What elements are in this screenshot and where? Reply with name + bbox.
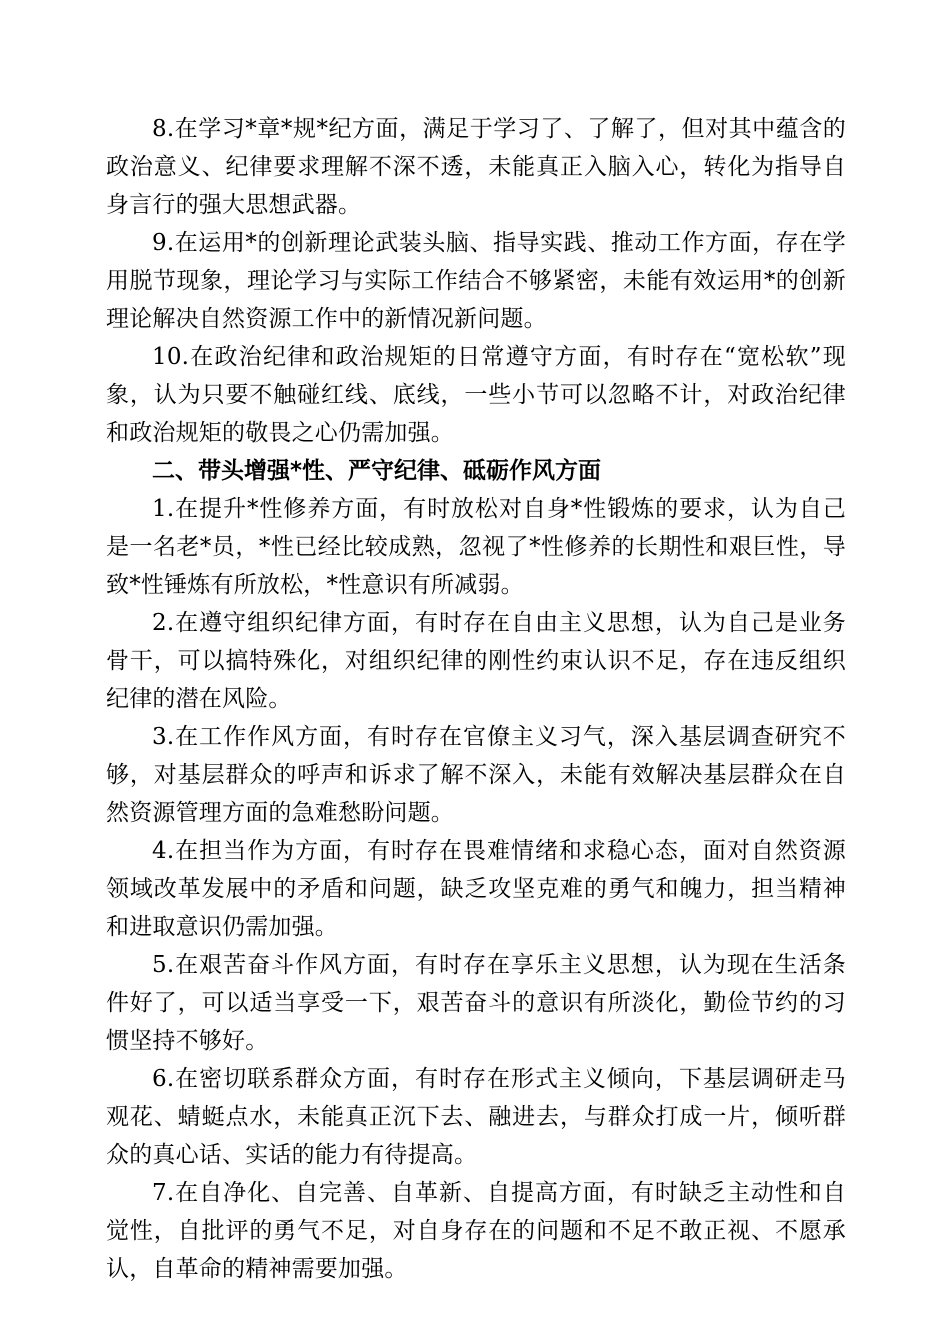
paragraph-item-7: 7.在自净化、自完善、自革新、自提高方面，有时缺乏主动性和自觉性，自批评的勇气不足，对自身存在的问题和不足不敢正视、不愿承认，自革命的精神需要加强。 bbox=[106, 1180, 846, 1282]
paragraph-item-5: 5.在艰苦奋斗作风方面，有时存在享乐主义思想，认为现在生活条件好了，可以适当享受一下，艰苦奋斗的意识有所淡化，勤俭节约的习惯坚持不够好。 bbox=[106, 952, 846, 1054]
paragraph-item-6: 6.在密切联系群众方面，有时存在形式主义倾向，下基层调研走马观花、蜻蜓点水，未能真正沉下去、融进去，与群众打成一片，倾听群众的真心话、实话的能力有待提高。 bbox=[106, 1066, 846, 1168]
paragraph-item-2: 2.在遵守组织纪律方面，有时存在自由主义思想，认为自己是业务骨干，可以搞特殊化，对组织纪律的刚性约束认识不足，存在违反组织纪律的潜在风险。 bbox=[106, 610, 846, 712]
paragraph-item-1: 1.在提升*性修养方面，有时放松对自身*性锻炼的要求，认为自己是一名老*员，*性已经比较成熟，忽视了*性修养的长期性和艰巨性，导致*性锤炼有所放松，*性意识有所减弱。 bbox=[106, 496, 846, 598]
paragraph-item-4: 4.在担当作为方面，有时存在畏难情绪和求稳心态，面对自然资源领域改革发展中的矛盾和问题，缺乏攻坚克难的勇气和魄力，担当精神和进取意识仍需加强。 bbox=[106, 838, 846, 940]
paragraph-item-9: 9.在运用*的创新理论武装头脑、指导实践、推动工作方面，存在学用脱节现象，理论学习与实际工作结合不够紧密，未能有效运用*的创新理论解决自然资源工作中的新情况新问题。 bbox=[106, 230, 846, 332]
paragraph-item-8: 8.在学习*章*规*纪方面，满足于学习了、了解了，但对其中蕴含的政治意义、纪律要求理解不深不透，未能真正入脑入心，转化为指导自身言行的强大思想武器。 bbox=[106, 116, 846, 218]
section-heading: 二、带头增强*性、严守纪律、砥砺作风方面 bbox=[152, 458, 602, 484]
paragraph-item-10: 10.在政治纪律和政治规矩的日常遵守方面，有时存在“宽松软”现象，认为只要不触碰红线、底线，一些小节可以忽略不计，对政治纪律和政治规矩的敬畏之心仍需加强。 bbox=[106, 344, 846, 446]
document-body bbox=[106, 110, 846, 1288]
paragraph-item-3: 3.在工作作风方面，有时存在官僚主义习气，深入基层调查研究不够，对基层群众的呼声和诉求了解不深入，未能有效解决基层群众在自然资源管理方面的急难愁盼问题。 bbox=[106, 724, 846, 826]
